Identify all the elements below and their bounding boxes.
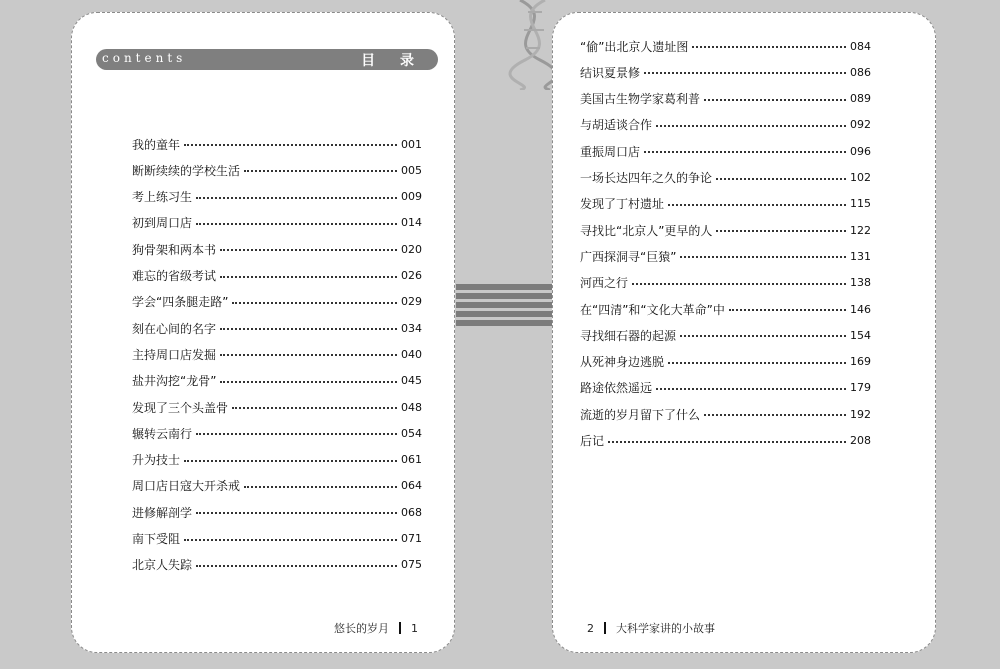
toc-entry-title: 进修解剖学 [132, 505, 193, 520]
toc-entry-page: 071 [401, 532, 422, 545]
toc-entry [132, 135, 422, 153]
toc-entry-title: 狗骨架和两本书 [132, 242, 217, 257]
toc-entry [132, 161, 422, 179]
toc-entry [580, 247, 871, 265]
toc-entry [132, 188, 422, 206]
toc-entry-title: 美国古生物学家葛利普 [580, 92, 701, 107]
toc-entry [580, 195, 871, 213]
toc-entry [132, 530, 422, 548]
toc-entry [132, 372, 422, 390]
toc-entry-page: 045 [401, 374, 422, 388]
toc-entry-page: 026 [401, 269, 422, 282]
toc-leader-dots [184, 539, 397, 541]
toc-leader-dots [644, 72, 846, 74]
toc-leader-dots [716, 230, 846, 232]
toc-leader-dots [729, 309, 846, 311]
left-page [71, 12, 455, 653]
footer-separator [399, 622, 401, 634]
binding-stripes [456, 284, 552, 336]
toc-leader-dots [220, 328, 397, 330]
toc-entry-page: 001 [401, 137, 422, 151]
toc-entry [580, 142, 871, 160]
toc-leader-dots [184, 460, 397, 462]
toc-leader-dots [244, 170, 397, 172]
toc-leader-dots [220, 354, 397, 356]
toc-entry-title: 流逝的岁月留下了什么 [580, 407, 701, 422]
toc-entry-title: 北京人失踪 [132, 558, 193, 573]
toc-entry-title: 考上练习生 [132, 190, 193, 205]
toc-entry-title: 刻在心间的名字 [132, 321, 217, 336]
toc-entry [580, 274, 871, 292]
toc-leader-dots [196, 565, 397, 567]
toc-entry [132, 267, 422, 285]
toc-leader-dots [196, 433, 397, 435]
toc-entry [132, 345, 422, 363]
toc-entry-page: 009 [401, 190, 422, 204]
toc-leader-dots [680, 335, 846, 337]
toc-leader-dots [704, 414, 846, 416]
toc-entry-title: 辗转云南行 [132, 426, 193, 441]
toc-entry-page: 034 [401, 321, 422, 335]
toc-entry-page: 138 [850, 276, 871, 290]
toc-leader-dots [196, 512, 397, 514]
toc-entry-page: 179 [850, 381, 871, 395]
toc-entry [132, 556, 422, 574]
toc-entry-title: 初到周口店 [132, 216, 193, 231]
toc-entry-title: 后记 [580, 434, 605, 448]
toc-entry-title: 升为技士 [132, 453, 181, 468]
toc-entry-title: 我的童年 [132, 137, 181, 152]
toc-leader-dots [680, 256, 846, 258]
toc-leader-dots [608, 441, 846, 443]
toc-leader-dots [692, 46, 846, 48]
toc-entry-page: 208 [850, 434, 871, 447]
right-page [552, 12, 936, 653]
toc-leader-dots [196, 197, 397, 199]
toc-leader-dots [656, 388, 846, 390]
toc-entry [580, 221, 871, 239]
toc-entry [580, 37, 871, 55]
contents-header-bar [96, 49, 438, 70]
toc-entry-page: 005 [401, 163, 422, 177]
toc-entry-page: 169 [850, 355, 871, 369]
toc-entry-title: 在“四清”和“文化大革命”中 [580, 302, 725, 317]
toc-entry-title: 发现了三个头盖骨 [132, 400, 229, 415]
toc-entry-page: 054 [401, 426, 422, 440]
toc-leader-dots [704, 99, 846, 101]
toc-entry-page: 014 [401, 216, 422, 230]
toc-entry-page: 061 [401, 453, 422, 467]
toc-entry-title: 断断续续的学校生活 [132, 163, 241, 178]
toc-entry [580, 300, 871, 318]
toc-entry [580, 379, 871, 397]
toc-entry-title: 盐井沟挖“龙骨” [132, 374, 217, 389]
toc-entry-title: 路途依然遥远 [580, 381, 653, 396]
toc-leader-dots [184, 144, 397, 146]
toc-entry [132, 424, 422, 442]
toc-entry-title: “偷”出北京人遗址图 [580, 39, 689, 54]
toc-entry-page: 084 [850, 39, 871, 53]
toc-entry-title: 南下受阻 [132, 532, 181, 546]
toc-entry [580, 326, 871, 344]
toc-entry-title: 难忘的省级考试 [132, 269, 217, 283]
toc-entry [132, 240, 422, 258]
right-footer [587, 620, 715, 636]
toc-entry [132, 451, 422, 469]
toc-leader-dots [232, 407, 397, 409]
left-footer [334, 620, 418, 636]
toc-leader-dots [196, 223, 397, 225]
toc-entry-page: 092 [850, 118, 871, 132]
toc-entry-page: 040 [401, 347, 422, 361]
left-footer-page-number: 1 [411, 621, 418, 635]
toc-entry [580, 353, 871, 371]
toc-entry [580, 405, 871, 423]
header-english: contents [102, 51, 187, 65]
toc-entry [132, 477, 422, 495]
toc-entry-page: 154 [850, 328, 871, 342]
toc-entry [132, 398, 422, 416]
toc-entry-title: 河西之行 [580, 276, 629, 291]
toc-entry [580, 169, 871, 187]
toc-entry-title: 学会“四条腿走路” [132, 295, 229, 310]
right-footer-title: 大科学家讲的小故事 [616, 622, 715, 635]
toc-entry [132, 293, 422, 311]
toc-entry-page: 122 [850, 223, 871, 237]
toc-entry-page: 086 [850, 65, 871, 79]
toc-entry [132, 503, 422, 521]
toc-entry-page: 075 [401, 558, 422, 572]
toc-entry-page: 192 [850, 407, 871, 421]
toc-leader-dots [232, 302, 397, 304]
toc-entry-title: 结识夏景修 [580, 65, 641, 80]
toc-leader-dots [644, 151, 846, 153]
toc-entry-page: 068 [401, 505, 422, 519]
toc-leader-dots [716, 178, 846, 180]
toc-leader-dots [220, 276, 397, 278]
toc-entry-page: 089 [850, 92, 871, 106]
toc-entry [580, 90, 871, 108]
header-chinese: 目 录 [361, 53, 424, 69]
toc-entry-title: 周口店日寇大开杀戒 [132, 479, 241, 494]
toc-entry-title: 与胡适谈合作 [580, 118, 653, 133]
right-footer-page-number: 2 [587, 621, 594, 635]
left-footer-title: 悠长的岁月 [334, 622, 389, 635]
toc-leader-dots [220, 249, 397, 251]
toc-entry [132, 319, 422, 337]
toc-entry-title: 广西探洞寻“巨猿” [580, 249, 677, 264]
toc-entry-page: 064 [401, 479, 422, 493]
toc-entry-page: 131 [850, 249, 871, 263]
toc-entry-title: 一场长达四年之久的争论 [580, 171, 713, 185]
toc-entry [580, 116, 871, 134]
toc-leader-dots [220, 381, 397, 383]
toc-leader-dots [656, 125, 846, 127]
toc-entry [132, 214, 422, 232]
toc-entry-title: 主持周口店发掘 [132, 347, 217, 362]
toc-leader-dots [668, 204, 846, 206]
toc-entry [580, 432, 871, 450]
toc-entry-page: 102 [850, 171, 871, 184]
toc-entry-page: 029 [401, 295, 422, 309]
toc-entry-title: 从死神身边逃脱 [580, 355, 665, 370]
toc-entry-page: 146 [850, 302, 871, 316]
toc-entry-title: 发现了丁村遗址 [580, 197, 665, 212]
toc-entry-page: 020 [401, 242, 422, 256]
toc-leader-dots [632, 283, 846, 285]
footer-separator [604, 622, 606, 634]
toc-entry-title: 寻找比“北京人”更早的人 [580, 223, 713, 238]
toc-entry-page: 048 [401, 400, 422, 414]
toc-entry-title: 寻找细石器的起源 [580, 328, 677, 343]
toc-entry-page: 096 [850, 144, 871, 158]
toc-leader-dots [668, 362, 846, 364]
toc-leader-dots [244, 486, 397, 488]
toc-entry [580, 63, 871, 81]
toc-entry-page: 115 [850, 197, 871, 211]
toc-entry-title: 重振周口店 [580, 144, 641, 159]
